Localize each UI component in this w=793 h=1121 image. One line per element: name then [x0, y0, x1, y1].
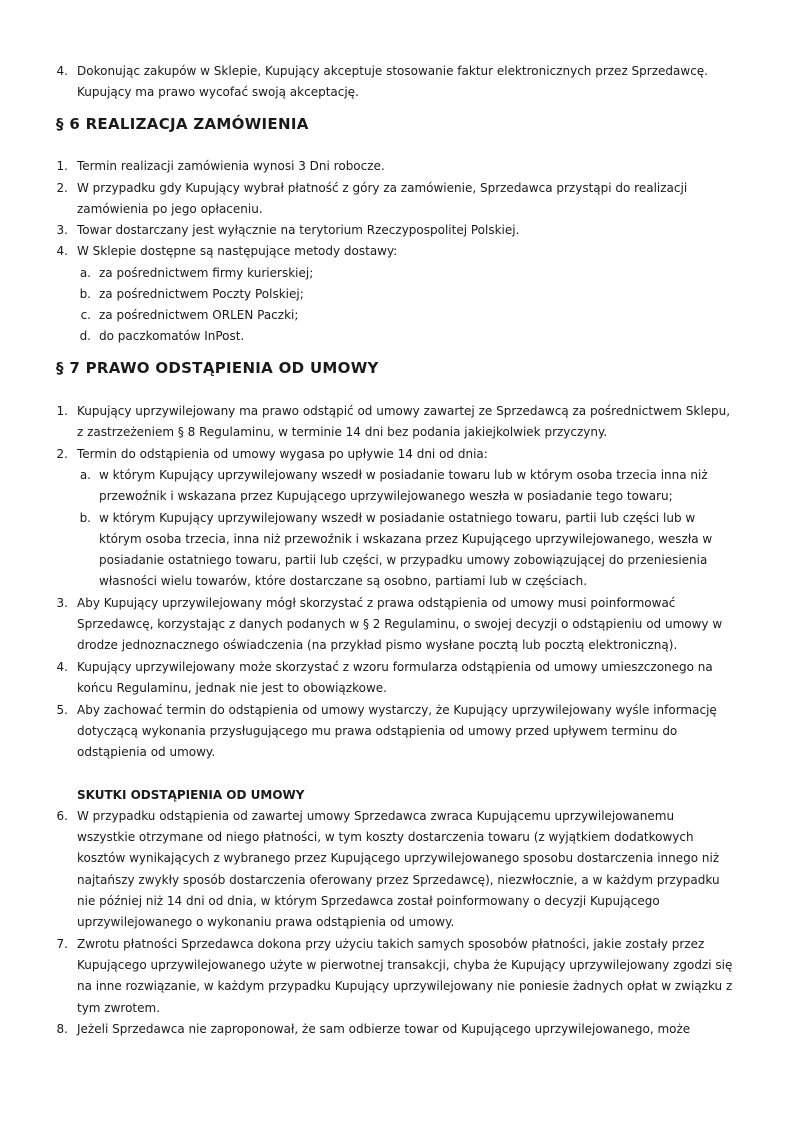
section-heading: § 7 PRAWO ODSTĄPIENIA OD UMOWY	[56, 359, 379, 377]
list-number: 3.	[56, 223, 68, 237]
list-item-text: Kupujący uprzywilejowany może skorzystać z wzoru formularza odstąpienia od umowy umieszczonego na	[77, 660, 713, 674]
list-number: 5.	[56, 703, 68, 717]
list-item-text: Kupujący uprzywilejowany ma prawo odstąpić od umowy zawartej ze Sprzedawcą za pośrednictwem Sklepu,	[77, 404, 731, 418]
list-item-text: W Sklepie dostępne są następujące metody dostawy:	[77, 244, 398, 258]
list-number: 3.	[56, 596, 68, 610]
list-item-text: zamówienia po jego opłaceniu.	[77, 202, 263, 216]
list-item-text: Termin do odstąpienia od umowy wygasa po upływie 14 dni od dnia:	[77, 447, 488, 461]
list-item-text: odstąpienia od umowy.	[77, 745, 216, 759]
list-number: 6.	[56, 809, 68, 823]
list-item-text: Kupujący ma prawo wycofać swoją akceptację.	[77, 85, 359, 99]
list-number: 4.	[56, 660, 68, 674]
sublist-letter: b.	[79, 287, 91, 301]
sublist-item-text: za pośrednictwem Poczty Polskiej;	[99, 287, 304, 301]
sublist-letter: b.	[79, 511, 91, 525]
sublist-item-text: w którym Kupujący uprzywilejowany wszedł w posiadanie towaru lub w którym osoba trzecia inna niż	[99, 468, 708, 482]
sublist-item-text: za pośrednictwem firmy kurierskiej;	[99, 266, 314, 280]
list-item-text: W przypadku gdy Kupujący wybrał płatność z góry za zamówienie, Sprzedawca przystąpi do realizacji	[77, 181, 688, 195]
list-item-text: kosztów wynikających z wybranego przez Kupującego uprzywilejowanego sposobu dostarczenia innego niż	[77, 851, 720, 865]
sublist-item-text: w którym Kupujący uprzywilejowany wszedł w posiadanie ostatniego towaru, partii lub części lub w	[99, 511, 696, 525]
list-item-text: uprzywilejowanego o wykonaniu prawa odstąpienia od umowy.	[77, 915, 455, 929]
list-item-text: dotyczącą wykonania przysługującego mu prawa odstąpienia od umowy przed upływem terminu do	[77, 724, 678, 738]
list-item-text: W przypadku odstąpienia od zawartej umowy Sprzedawca zwraca Kupującemu uprzywilejowanemu	[77, 809, 675, 823]
sublist-letter: a.	[79, 266, 91, 280]
list-number: 7.	[56, 937, 68, 951]
sublist-item-text: przewoźnik i wskazana przez Kupującego uprzywilejowanego weszła w posiadanie tego towaru;	[99, 489, 673, 503]
sublist-item-text: posiadanie ostatniego towaru, partii lub części, w przypadku umowy zobowiązującej do przeniesienia	[99, 553, 708, 567]
sublist-item-text: za pośrednictwem ORLEN Paczki;	[99, 308, 299, 322]
list-number: 2.	[56, 447, 68, 461]
list-number: 8.	[56, 1022, 68, 1036]
section-heading: § 6 REALIZACJA ZAMÓWIENIA	[56, 115, 309, 133]
list-item-text: nie później niż 14 dni od dnia, w którym Sprzedawca został poinformowany o decyzji Kupującego	[77, 894, 660, 908]
sublist-item-text: którym osoba trzecia, inna niż przewoźnik i wskazana przez Kupującego uprzywilejowanego, weszła w	[99, 532, 713, 546]
list-item-text: wszystkie otrzymane od niego płatności, w tym koszty dostarczenia towaru (z wyjątkiem dodatkowych	[77, 830, 694, 844]
list-item-text: Jeżeli Sprzedawca nie zaproponował, że sam odbierze towar od Kupującego uprzywilejowanego, może	[77, 1022, 691, 1036]
list-item-text: Zwrotu płatności Sprzedawca dokona przy użyciu takich samych sposobów płatności, jakie zostały przez	[77, 937, 705, 951]
list-number: 4.	[56, 244, 68, 258]
list-item-text: najtańszy zwykły sposób dostarczenia oferowany przez Sprzedawcę), niezwłocznie, a w każdym przypadku	[77, 873, 720, 887]
list-item-text: Aby Kupujący uprzywilejowany mógł skorzystać z prawa odstąpienia od umowy musi poinformować	[77, 596, 676, 610]
list-number: 1.	[56, 404, 68, 418]
list-number: 4.	[56, 64, 68, 78]
subsection-heading: SKUTKI ODSTĄPIENIA OD UMOWY	[77, 788, 305, 802]
list-item-text: na inne rozwiązanie, w każdym przypadku Kupujący uprzywilejowany nie poniesie żadnych opłat w związku z	[77, 979, 733, 993]
list-item-text: drodze jednoznacznego oświadczenia (na przykład pismo wysłane pocztą lub pocztą elektroniczną).	[77, 638, 678, 652]
sublist-item-text: do paczkomatów InPost.	[99, 329, 245, 343]
list-item-text: Kupującego uprzywilejowanego użyte w pierwotnej transakcji, chyba że Kupujący uprzywilejowany zgodzi się	[77, 958, 733, 972]
list-item-text: Aby zachować termin do odstąpienia od umowy wystarczy, że Kupujący uprzywilejowany wyśle informację	[77, 703, 717, 717]
list-item-text: Dokonując zakupów w Sklepie, Kupujący akceptuje stosowanie faktur elektronicznych przez Sprzedawcę.	[77, 64, 708, 78]
list-item-text: z zastrzeżeniem § 8 Regulaminu, w terminie 14 dni bez podania jakiejkolwiek przyczyny.	[77, 425, 608, 439]
sublist-item-text: własności wielu towarów, które dostarczane są osobno, partiami lub w częściach.	[99, 574, 588, 588]
sublist-letter: d.	[79, 329, 91, 343]
list-item-text: Towar dostarczany jest wyłącznie na terytorium Rzeczypospolitej Polskiej.	[77, 223, 520, 237]
list-item-text: końcu Regulaminu, jednak nie jest to obowiązkowe.	[77, 681, 387, 695]
sublist-letter: c.	[80, 308, 91, 322]
list-number: 2.	[56, 181, 68, 195]
list-item-text: tym zwrotem.	[77, 1001, 161, 1015]
list-number: 1.	[56, 159, 68, 173]
sublist-letter: a.	[79, 468, 91, 482]
list-item-text: Sprzedawcę, korzystając z danych podanych w § 2 Regulaminu, o swojej decyzji o odstąpieniu od umowy w	[77, 617, 723, 631]
list-item-text: Termin realizacji zamówienia wynosi 3 Dni robocze.	[77, 159, 385, 173]
